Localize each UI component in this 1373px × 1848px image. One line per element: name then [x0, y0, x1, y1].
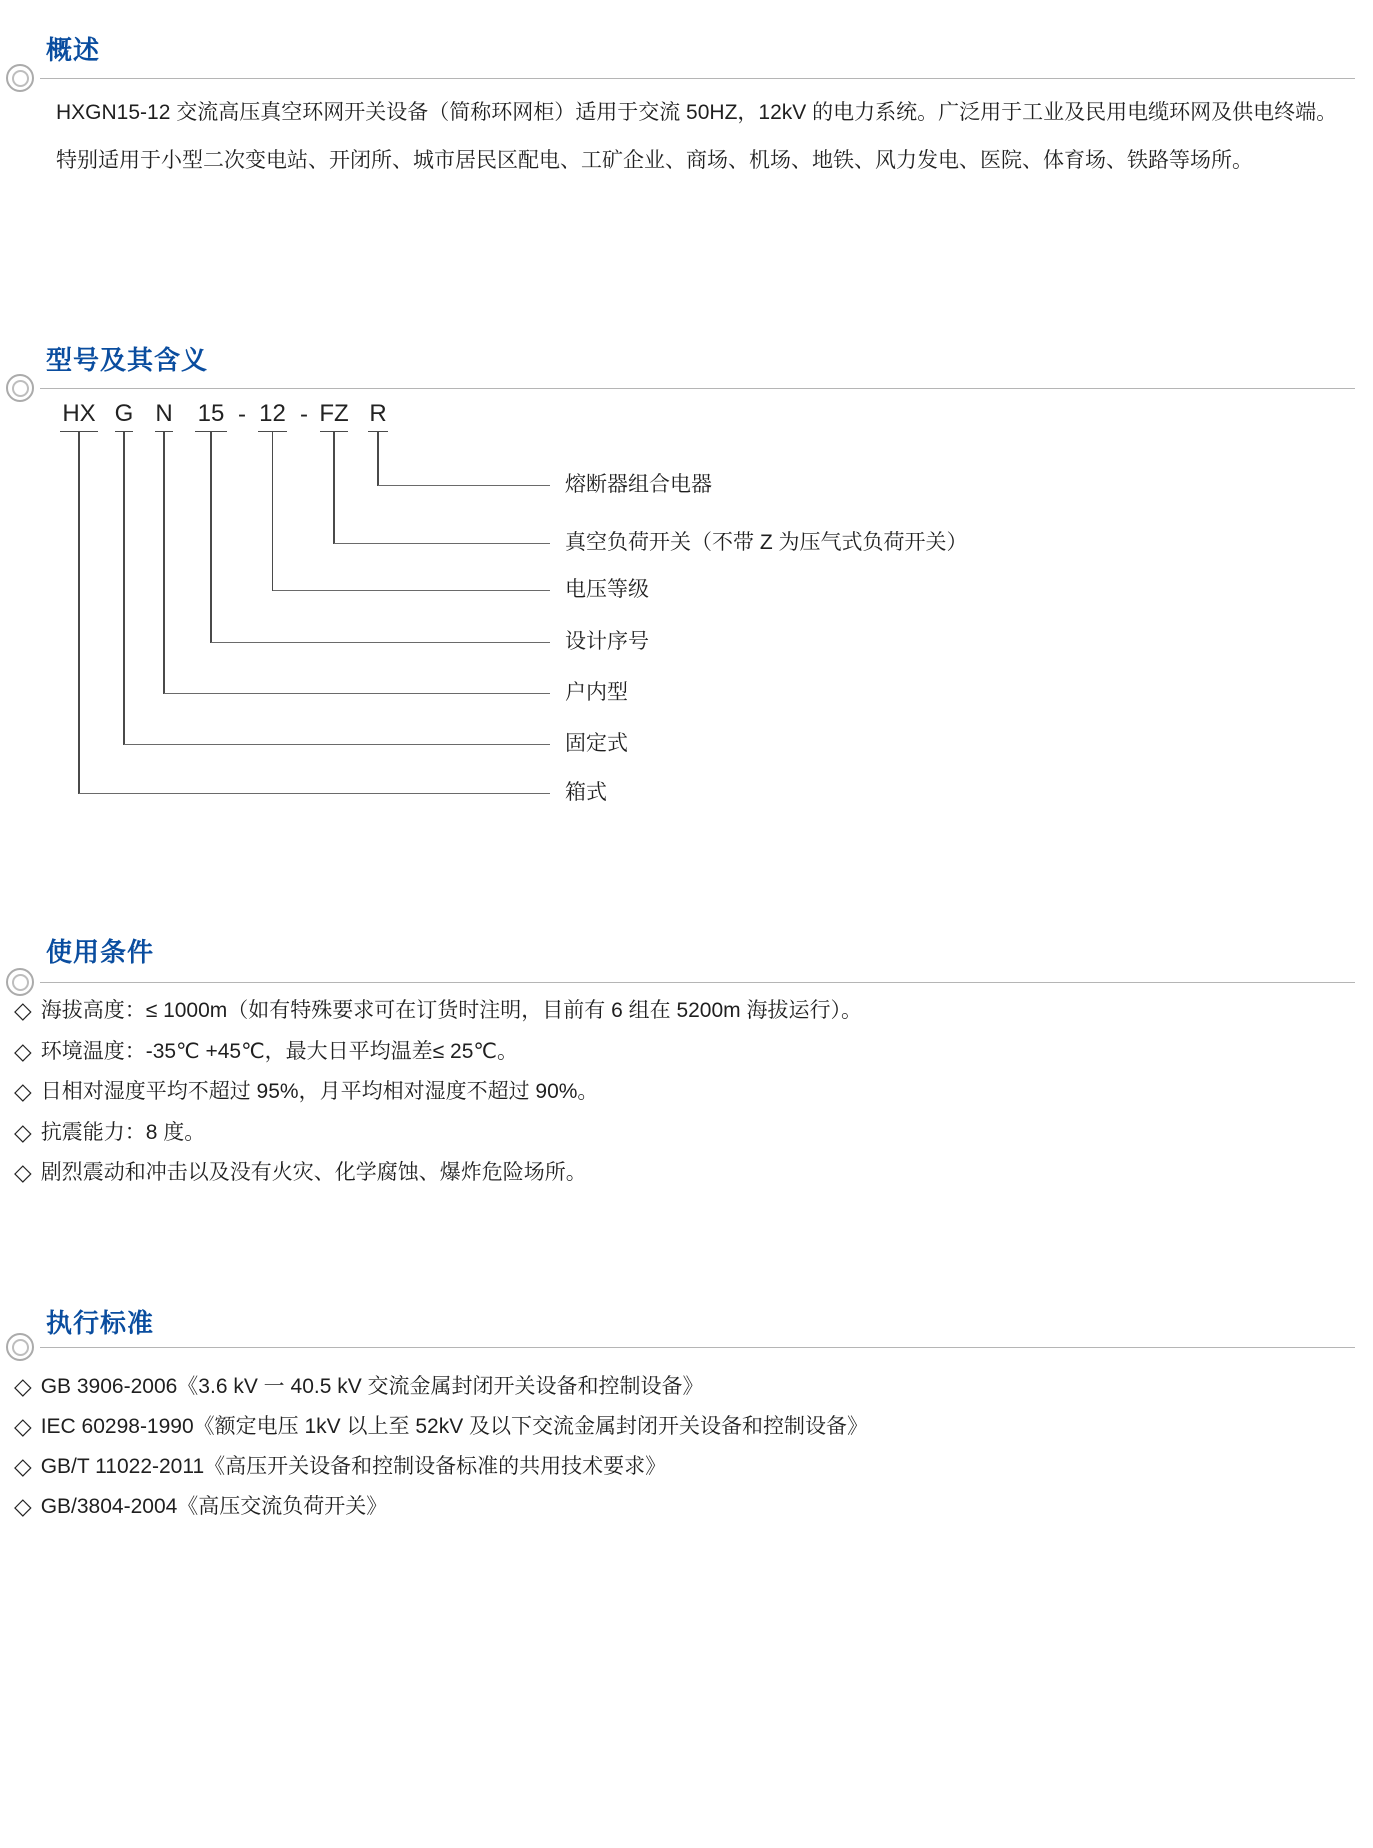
conditions-list [14, 990, 1355, 1193]
section-divider [40, 388, 1355, 389]
diagram-connector-line [334, 543, 550, 545]
model-code-meaning-label: 固定式 [565, 732, 628, 755]
model-code-token: 12 [258, 402, 287, 432]
standard-item [14, 1486, 1355, 1526]
section-ring-inner-icon [12, 70, 29, 87]
standards-list [14, 1366, 1355, 1526]
model-code-meaning-label: 真空负荷开关（不带 Z 为压气式负荷开关） [565, 531, 968, 554]
model-code-meaning-label: 设计序号 [565, 630, 649, 653]
model-code-meaning-label: 电压等级 [565, 578, 649, 601]
diagram-vertical-line [163, 432, 165, 694]
model-code-separator: - [300, 401, 308, 428]
standard-item [14, 1366, 1355, 1406]
diagram-vertical-line [377, 432, 379, 486]
condition-item-text: 海拔高度：≤ 1000m（如有特殊要求可在订货时注明，目前有 6 组在 5200m 海拔运行）。 [40, 999, 862, 1022]
model-code-meaning-label: 箱式 [565, 781, 607, 804]
condition-item [14, 1071, 1355, 1112]
diagram-vertical-line [210, 432, 212, 643]
diamond-bullet-icon: ◇ [14, 1078, 32, 1104]
condition-item [14, 1152, 1355, 1193]
diagram-vertical-line [333, 432, 335, 544]
standard-item-text: IEC 60298-1990《额定电压 1kV 以上至 52kV 及以下交流金属封闭开关设备和控制设备》 [40, 1415, 869, 1438]
overview-paragraph: 特别适用于小型二次变电站、开闭所、城市居民区配电、工矿企业、商场、机场、地铁、风力发电、医院、体育场、铁路等场所。 [56, 149, 1253, 172]
model-section-title: 型号及其含义 [46, 345, 209, 375]
diamond-bullet-icon: ◇ [14, 1118, 32, 1145]
model-code-token: N [155, 402, 173, 432]
diagram-connector-line [211, 642, 550, 644]
diagram-vertical-line [123, 432, 125, 745]
diagram-connector-line [124, 744, 550, 746]
standard-item-text: GB/T 11022-2011《高压开关设备和控制设备标准的共用技术要求》 [40, 1455, 667, 1478]
model-code-meaning-label: 熔断器组合电器 [565, 473, 712, 496]
standard-item [14, 1446, 1355, 1486]
model-code-token: 15 [195, 402, 227, 432]
condition-item-text: 日相对湿度平均不超过 95%，月平均相对湿度不超过 90%。 [40, 1080, 599, 1103]
overview-paragraphs [14, 92, 1355, 182]
section-ring-inner-icon [12, 1339, 29, 1356]
section-ring-inner-icon [12, 974, 29, 991]
section-ring-inner-icon [12, 380, 29, 397]
standard-item-text: GB/3804-2004《高压交流负荷开关》 [40, 1495, 388, 1518]
model-code-token: G [115, 402, 133, 432]
section-divider [40, 982, 1355, 983]
section-divider [40, 1347, 1355, 1348]
diagram-connector-line [79, 793, 550, 795]
diagram-connector-line [273, 590, 551, 592]
conditions-section-title: 使用条件 [46, 937, 155, 967]
standards-section-title: 执行标准 [46, 1308, 155, 1338]
diamond-bullet-icon: ◇ [14, 997, 32, 1023]
diamond-bullet-icon: ◇ [14, 1413, 32, 1439]
model-code-token: FZ [320, 402, 348, 432]
condition-item [14, 990, 1355, 1031]
diamond-bullet-icon: ◇ [14, 1037, 32, 1064]
diagram-vertical-line [78, 432, 80, 794]
diamond-bullet-icon: ◇ [14, 1373, 32, 1399]
section-ring-icon [6, 374, 34, 402]
model-code-separator: - [238, 401, 246, 428]
model-code-meaning-label: 户内型 [565, 681, 628, 704]
overview-paragraph: HXGN15-12 交流高压真空环网开关设备（简称环网柜）适用于交流 50HZ，12kV 的电力系统。广泛用于工业及民用电缆环网及供电终端。 [56, 101, 1338, 124]
condition-item [14, 1112, 1355, 1153]
diagram-connector-line [164, 693, 550, 695]
condition-item-text: 剧烈震动和冲击以及没有火灾、化学腐蚀、爆炸危险场所。 [40, 1161, 587, 1184]
model-code-token: HX [60, 402, 98, 432]
condition-item-text: 抗震能力：8 度。 [40, 1120, 206, 1144]
diagram-vertical-line [272, 432, 274, 591]
standard-item [14, 1406, 1355, 1446]
section-ring-icon [6, 1333, 34, 1361]
condition-item-text: 环境温度：-35℃ +45℃，最大日平均温差≤ 25℃。 [40, 1039, 518, 1063]
standard-item-text: GB 3906-2006《3.6 kV 一 40.5 kV 交流金属封闭开关设备和控制设备》 [40, 1375, 704, 1398]
diamond-bullet-icon: ◇ [14, 1159, 32, 1185]
condition-item [14, 1031, 1355, 1072]
diagram-connector-line [378, 485, 550, 487]
section-ring-icon [6, 64, 34, 92]
diamond-bullet-icon: ◇ [14, 1493, 32, 1519]
model-code-token: R [368, 402, 388, 432]
overview-section-title: 概述 [46, 35, 101, 65]
diamond-bullet-icon: ◇ [14, 1453, 32, 1479]
section-divider [40, 78, 1355, 79]
